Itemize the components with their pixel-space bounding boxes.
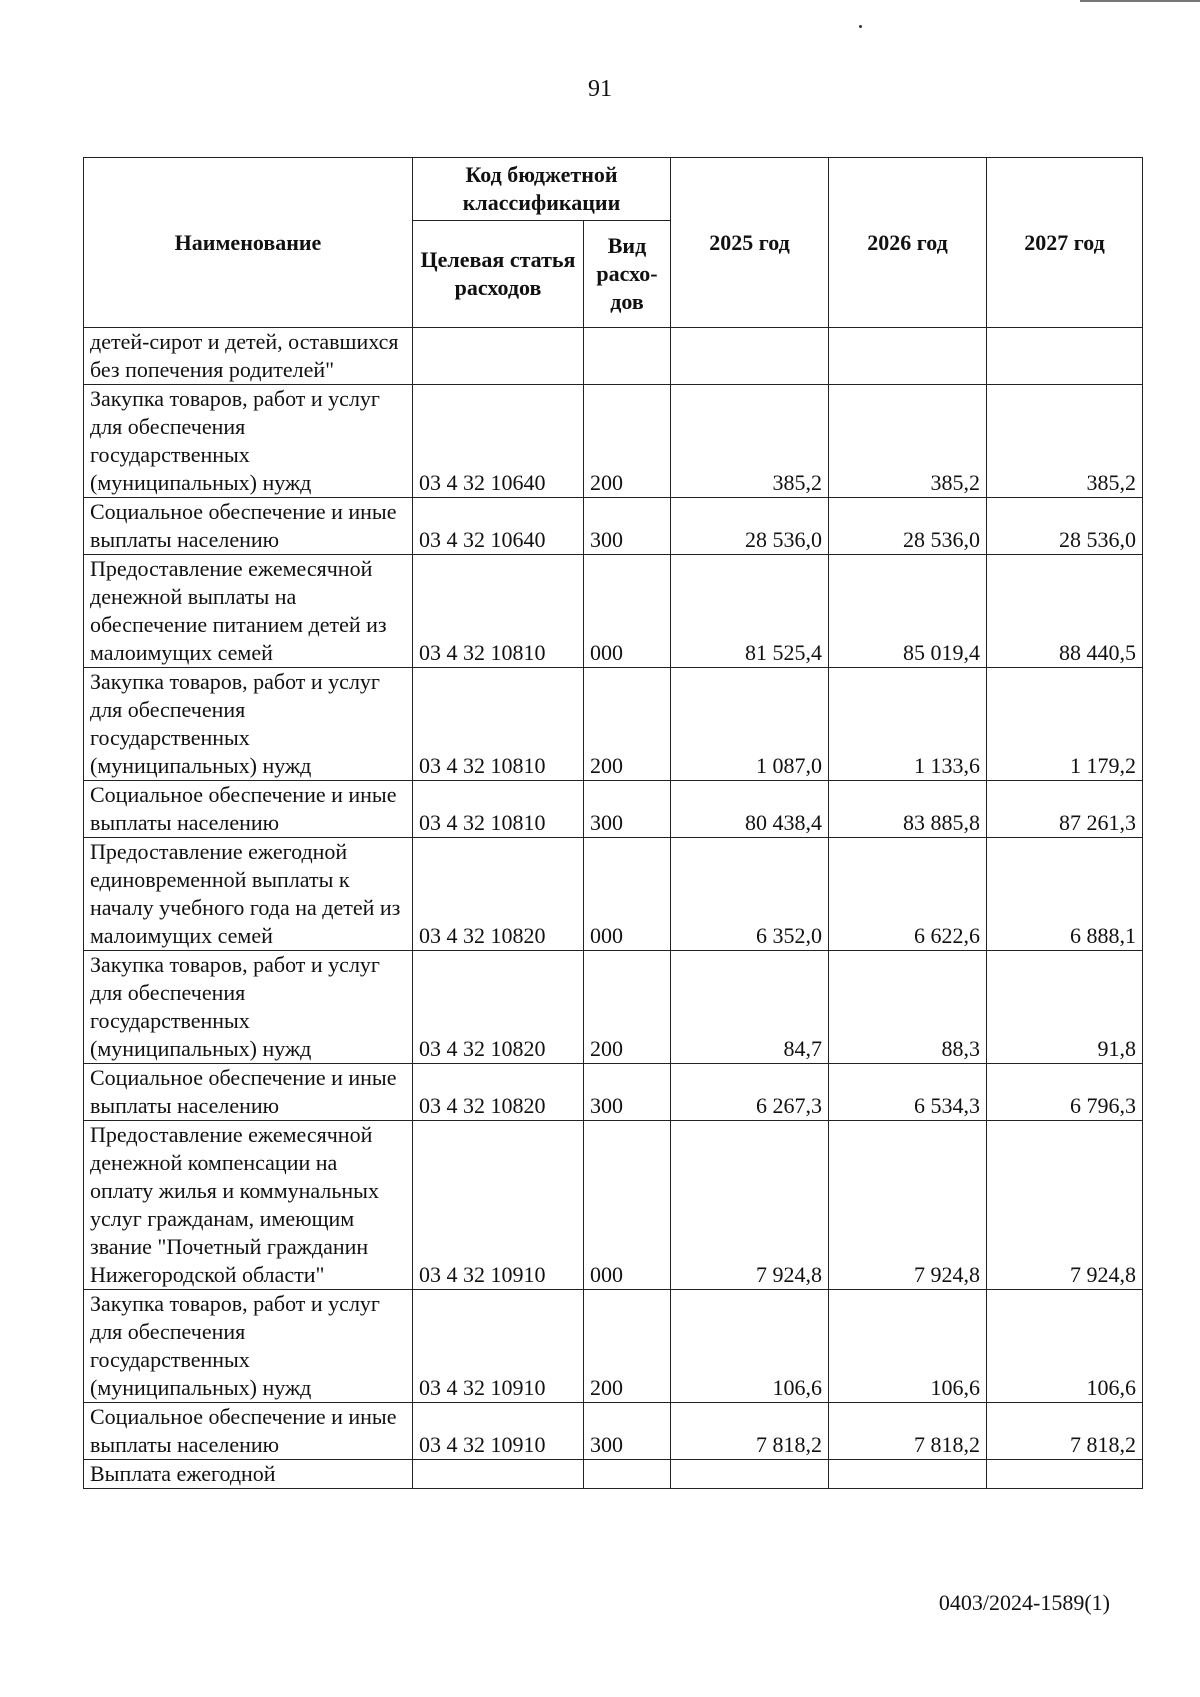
cell-expense-kind: 000 (584, 838, 671, 951)
header-year-2027: 2027 год (987, 158, 1143, 328)
cell-name: Предоставление ежемесячной денежной выплаты на обеспечение питанием детей из малоимущих семей (84, 555, 413, 668)
cell-2026: 6 622,6 (829, 838, 987, 951)
cell-2025: 7 924,8 (671, 1121, 829, 1290)
table-row (84, 385, 1143, 498)
cell-name: Предоставление ежегодной единовременной выплаты к началу учебного года на детей из малоимущих семей (84, 838, 413, 951)
cell-2027: 385,2 (987, 385, 1143, 498)
cell-2027: 106,6 (987, 1290, 1143, 1403)
cell-2026: 106,6 (829, 1290, 987, 1403)
header-name: Наименование (84, 158, 413, 328)
cell-2026 (829, 1460, 987, 1489)
cell-2027 (987, 1460, 1143, 1489)
table-row (84, 498, 1143, 555)
cell-expense-kind: 200 (584, 668, 671, 781)
cell-target-article: 03 4 32 10910 (413, 1290, 584, 1403)
cell-name: Социальное обеспечение и иные выплаты населению (84, 781, 413, 838)
cell-target-article (413, 328, 584, 385)
table-row (84, 781, 1143, 838)
cell-2027: 7 924,8 (987, 1121, 1143, 1290)
cell-target-article: 03 4 32 10910 (413, 1403, 584, 1460)
cell-target-article (413, 1460, 584, 1489)
cell-expense-kind: 000 (584, 1121, 671, 1290)
table-row (84, 328, 1143, 385)
cell-2027: 6 888,1 (987, 838, 1143, 951)
cell-name: Закупка товаров, работ и услуг для обеспечения государственных (муниципальных) нужд (84, 951, 413, 1064)
cell-expense-kind (584, 328, 671, 385)
cell-name: Закупка товаров, работ и услуг для обеспечения государственных (муниципальных) нужд (84, 668, 413, 781)
cell-2026: 7 924,8 (829, 1121, 987, 1290)
cell-2027: 7 818,2 (987, 1403, 1143, 1460)
cell-name: Выплата ежегодной (84, 1460, 413, 1489)
cell-2026 (829, 328, 987, 385)
cell-2026: 83 885,8 (829, 781, 987, 838)
table-row (84, 1121, 1143, 1290)
cell-2025: 6 352,0 (671, 838, 829, 951)
scan-speck (859, 25, 862, 28)
cell-expense-kind: 200 (584, 951, 671, 1064)
header-code-group: Код бюджетной классификации (413, 158, 671, 221)
cell-name: Закупка товаров, работ и услуг для обеспечения государственных (муниципальных) нужд (84, 1290, 413, 1403)
cell-2027: 88 440,5 (987, 555, 1143, 668)
cell-2027 (987, 328, 1143, 385)
cell-name: Предоставление ежемесячной денежной компенсации на оплату жилья и коммунальных услуг гражданам, имеющим звание "Почетный гражданин Нижегородской области" (84, 1121, 413, 1290)
cell-2026: 1 133,6 (829, 668, 987, 781)
cell-2025: 28 536,0 (671, 498, 829, 555)
top-edge-rule (1080, 0, 1200, 2)
table-row (84, 1064, 1143, 1121)
document-code: 0403/2024-1589(1) (938, 1590, 1110, 1615)
cell-expense-kind: 000 (584, 555, 671, 668)
cell-2027: 6 796,3 (987, 1064, 1143, 1121)
table-row (84, 951, 1143, 1064)
table-row (84, 838, 1143, 951)
cell-expense-kind: 200 (584, 1290, 671, 1403)
cell-target-article: 03 4 32 10640 (413, 498, 584, 555)
cell-2026: 88,3 (829, 951, 987, 1064)
cell-target-article: 03 4 32 10820 (413, 1064, 584, 1121)
cell-target-article: 03 4 32 10810 (413, 668, 584, 781)
cell-target-article: 03 4 32 10820 (413, 951, 584, 1064)
page-number: 91 (588, 76, 612, 102)
cell-2026: 6 534,3 (829, 1064, 987, 1121)
cell-name: Социальное обеспечение и иные выплаты населению (84, 1403, 413, 1460)
table-row (84, 1403, 1143, 1460)
table-row (84, 1460, 1143, 1489)
cell-2027: 91,8 (987, 951, 1143, 1064)
cell-2025: 84,7 (671, 951, 829, 1064)
cell-2026: 28 536,0 (829, 498, 987, 555)
header-target-article: Целевая статья расходов (413, 221, 584, 328)
table-row (84, 668, 1143, 781)
cell-2025 (671, 1460, 829, 1489)
cell-2025: 80 438,4 (671, 781, 829, 838)
cell-target-article: 03 4 32 10910 (413, 1121, 584, 1290)
cell-2027: 1 179,2 (987, 668, 1143, 781)
cell-expense-kind (584, 1460, 671, 1489)
cell-expense-kind: 300 (584, 781, 671, 838)
cell-name: Закупка товаров, работ и услуг для обеспечения государственных (муниципальных) нужд (84, 385, 413, 498)
budget-table (83, 157, 1143, 1489)
cell-expense-kind: 300 (584, 498, 671, 555)
cell-2025: 6 267,3 (671, 1064, 829, 1121)
cell-target-article: 03 4 32 10810 (413, 781, 584, 838)
cell-target-article: 03 4 32 10640 (413, 385, 584, 498)
cell-2026: 85 019,4 (829, 555, 987, 668)
cell-2026: 385,2 (829, 385, 987, 498)
header-expense-kind: Вид расхо-дов (584, 221, 671, 328)
cell-name: Социальное обеспечение и иные выплаты населению (84, 498, 413, 555)
cell-2027: 87 261,3 (987, 781, 1143, 838)
header-year-2026: 2026 год (829, 158, 987, 328)
cell-target-article: 03 4 32 10810 (413, 555, 584, 668)
cell-expense-kind: 200 (584, 385, 671, 498)
cell-name: детей-сирот и детей, оставшихся без попечения родителей" (84, 328, 413, 385)
table-header (84, 158, 1143, 328)
cell-name: Социальное обеспечение и иные выплаты населению (84, 1064, 413, 1121)
cell-2027: 28 536,0 (987, 498, 1143, 555)
cell-2025 (671, 328, 829, 385)
cell-expense-kind: 300 (584, 1403, 671, 1460)
table-row (84, 1290, 1143, 1403)
cell-2026: 7 818,2 (829, 1403, 987, 1460)
cell-2025: 7 818,2 (671, 1403, 829, 1460)
cell-2025: 1 087,0 (671, 668, 829, 781)
cell-2025: 106,6 (671, 1290, 829, 1403)
cell-expense-kind: 300 (584, 1064, 671, 1121)
table-row (84, 555, 1143, 668)
cell-target-article: 03 4 32 10820 (413, 838, 584, 951)
cell-2025: 385,2 (671, 385, 829, 498)
header-year-2025: 2025 год (671, 158, 829, 328)
table-body (84, 328, 1143, 1489)
cell-2025: 81 525,4 (671, 555, 829, 668)
